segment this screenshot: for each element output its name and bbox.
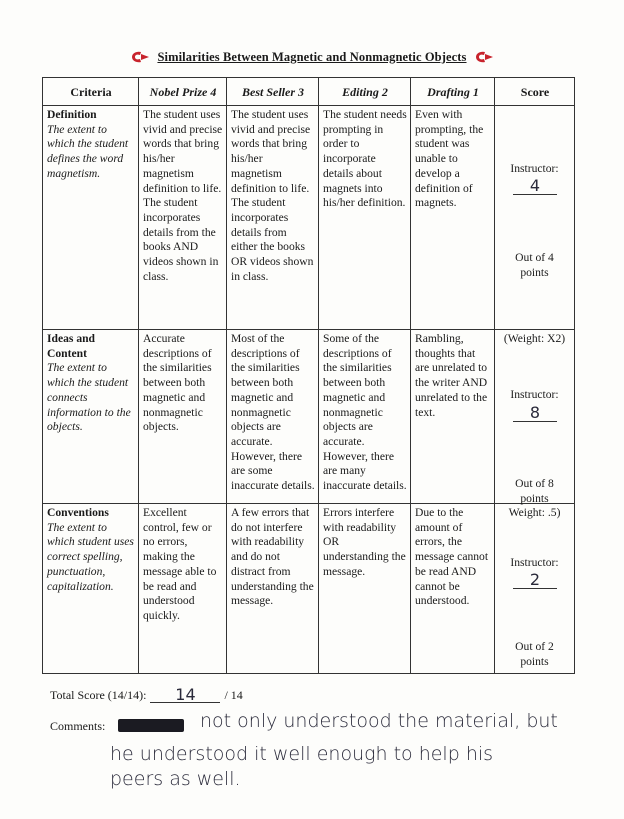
- header-best-seller: Best Seller 3: [227, 78, 319, 106]
- title-row: [0, 44, 624, 70]
- criteria-title: Conventions: [47, 506, 109, 519]
- score-cell: [495, 106, 575, 330]
- header-drafting: Drafting 1: [411, 78, 495, 106]
- instructor-score: 8: [513, 405, 557, 422]
- level-cell-best-seller: The student uses vivid and precise words that bring his/her magnetism definition to life. The student incorporates details from either the books OR videos shown in class.: [227, 106, 319, 330]
- level-cell-drafting: Rambling, thoughts that are unrelated to the writer AND unrelated to the text.: [411, 330, 495, 504]
- row-conventions: [43, 504, 575, 674]
- logo-icon-left: [129, 50, 151, 64]
- logo-icon-right: [473, 50, 495, 64]
- rubric-table: [42, 77, 575, 674]
- header-row: [43, 78, 575, 106]
- weight-label: (Weight: X2): [503, 332, 566, 345]
- redaction-bar: [118, 719, 184, 732]
- total-score-label: Total Score (14/14):: [50, 688, 147, 702]
- total-score-value: 14: [150, 688, 220, 703]
- criteria-cell: [43, 106, 139, 330]
- header-editing: Editing 2: [319, 78, 411, 106]
- level-cell-editing: The student needs prompting in order to incorporate details about magnets into his/her definition.: [319, 106, 411, 330]
- level-cell-editing: Some of the descriptions of the similarities between both magnetic and nonmagnetic objects are accurate. However, there are many inaccurate details.: [319, 330, 411, 504]
- row-ideas-content: [43, 330, 575, 504]
- criteria-description: The extent to which student uses correct spelling, punctuation, capitalization.: [47, 520, 134, 593]
- criteria-cell: [43, 504, 139, 674]
- level-cell-best-seller: Most of the descriptions of the similarities between both magnetic and nonmagnetic objects are accurate. However, there are some inaccurate details.: [227, 330, 319, 504]
- criteria-description: The extent to which the student connects information to the objects.: [47, 361, 131, 434]
- comments-label: Comments:: [50, 719, 106, 733]
- level-cell-drafting: Even with prompting, the student was unable to develop a definition of magnets.: [411, 106, 495, 330]
- instructor-label: Instructor:: [510, 556, 559, 569]
- criteria-cell: [43, 330, 139, 504]
- instructor-score: 2: [513, 572, 557, 589]
- level-cell-nobel-prize: The student uses vivid and precise words that bring his/her magnetism definition to life. The student incorporates details from the books AND videos shown in class.: [139, 106, 227, 330]
- out-of-points: Out of 4 points: [515, 251, 554, 279]
- total-score-row: [50, 685, 243, 704]
- page-title: Similarities Between Magnetic and Nonmagnetic Objects: [157, 49, 467, 64]
- header-score: Score: [495, 78, 575, 106]
- instructor-label: Instructor:: [510, 388, 559, 401]
- comment-line-1: not only understood the material, but: [200, 710, 558, 732]
- comment-line-2: he understood it well enough to help his: [110, 743, 494, 765]
- level-cell-editing: Errors interfere with readability OR understanding the message.: [319, 504, 411, 674]
- out-of-points: Out of 2 points: [515, 640, 554, 668]
- header-criteria: Criteria: [43, 78, 139, 106]
- out-of-points: Out of 8 points: [515, 477, 554, 505]
- header-nobel-prize: Nobel Prize 4: [139, 78, 227, 106]
- row-definition: [43, 106, 575, 330]
- level-cell-best-seller: A few errors that do not interfere with readability and do not distract from understanding the message.: [227, 504, 319, 674]
- criteria-title: Ideas and Content: [47, 332, 96, 360]
- level-cell-drafting: Due to the amount of errors, the message cannot be read AND cannot be understood.: [411, 504, 495, 674]
- criteria-title: Definition: [47, 108, 97, 121]
- score-cell: [495, 330, 575, 504]
- instructor-score: 4: [513, 178, 557, 195]
- criteria-description: The extent to which the student defines the word magnetism.: [47, 122, 129, 180]
- comment-line-3: peers as well.: [110, 768, 241, 790]
- total-score-suffix: / 14: [224, 688, 243, 702]
- weight-label: Weight: .5): [508, 506, 561, 519]
- instructor-label: Instructor:: [510, 162, 559, 175]
- level-cell-nobel-prize: Excellent control, few or no errors, making the message able to be read and understood quickly.: [139, 504, 227, 674]
- score-cell: [495, 504, 575, 674]
- level-cell-nobel-prize: Accurate descriptions of the similarities between both magnetic and nonmagnetic objects.: [139, 330, 227, 504]
